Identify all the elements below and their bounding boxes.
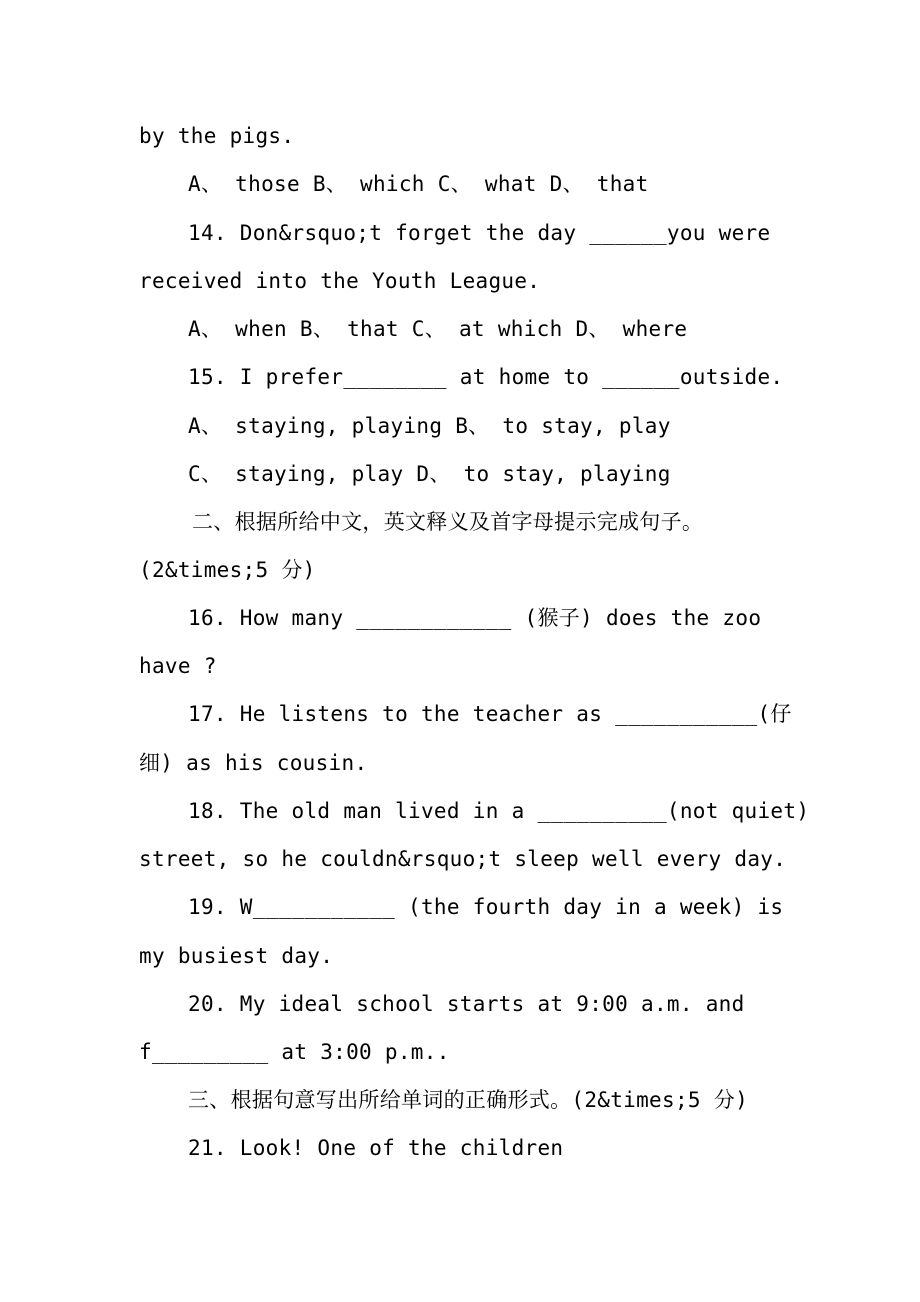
question-14-options: A、 when B、 that C、 at which D、 where xyxy=(188,317,688,341)
text-line-1: by the pigs. xyxy=(139,124,295,148)
question-19-stem-cont: my busiest day. xyxy=(139,944,334,968)
question-17-stem-cont: 细) as his cousin. xyxy=(139,751,368,775)
question-21-stem: 21. Look! One of the children xyxy=(188,1136,564,1160)
question-16-stem: 16. How many ____________ (猴子) does the zoo xyxy=(188,606,762,630)
question-20-stem-cont: f_________ at 3:00 p.m.. xyxy=(139,1040,450,1064)
question-18-stem: 18. The old man lived in a __________(not quiet) xyxy=(188,799,810,823)
question-14-stem: 14. Don&rsquo;t forget the day ______you were xyxy=(188,221,771,245)
question-18-stem-cont: street, so he couldn&rsquo;t sleep well every day. xyxy=(139,847,787,871)
section-2-heading: 二、根据所给中文，英文释义及首字母提示完成句子。 xyxy=(192,510,704,534)
question-16-stem-cont: have ? xyxy=(139,654,217,678)
section-2-score: (2&times;5 分) xyxy=(139,558,316,582)
question-14-stem-cont: received into the Youth League. xyxy=(139,269,541,293)
question-15-options-ab: A、 staying, playing B、 to stay, play xyxy=(188,414,671,438)
question-15-stem: 15. I prefer________ at home to ______outside. xyxy=(188,365,784,389)
section-3-heading: 三、根据句意写出所给单词的正确形式。(2&times;5 分) xyxy=(188,1088,749,1112)
question-17-stem: 17. He listens to the teacher as ___________(仔 xyxy=(188,702,792,726)
question-19-stem: 19. W___________ (the fourth day in a week) is xyxy=(188,895,784,919)
question-20-stem: 20. My ideal school starts at 9:00 a.m. and xyxy=(188,992,745,1016)
question-15-options-cd: C、 staying, play D、 to stay, playing xyxy=(188,462,671,486)
question-13-options: A、 those B、 which C、 what D、 that xyxy=(188,172,649,196)
